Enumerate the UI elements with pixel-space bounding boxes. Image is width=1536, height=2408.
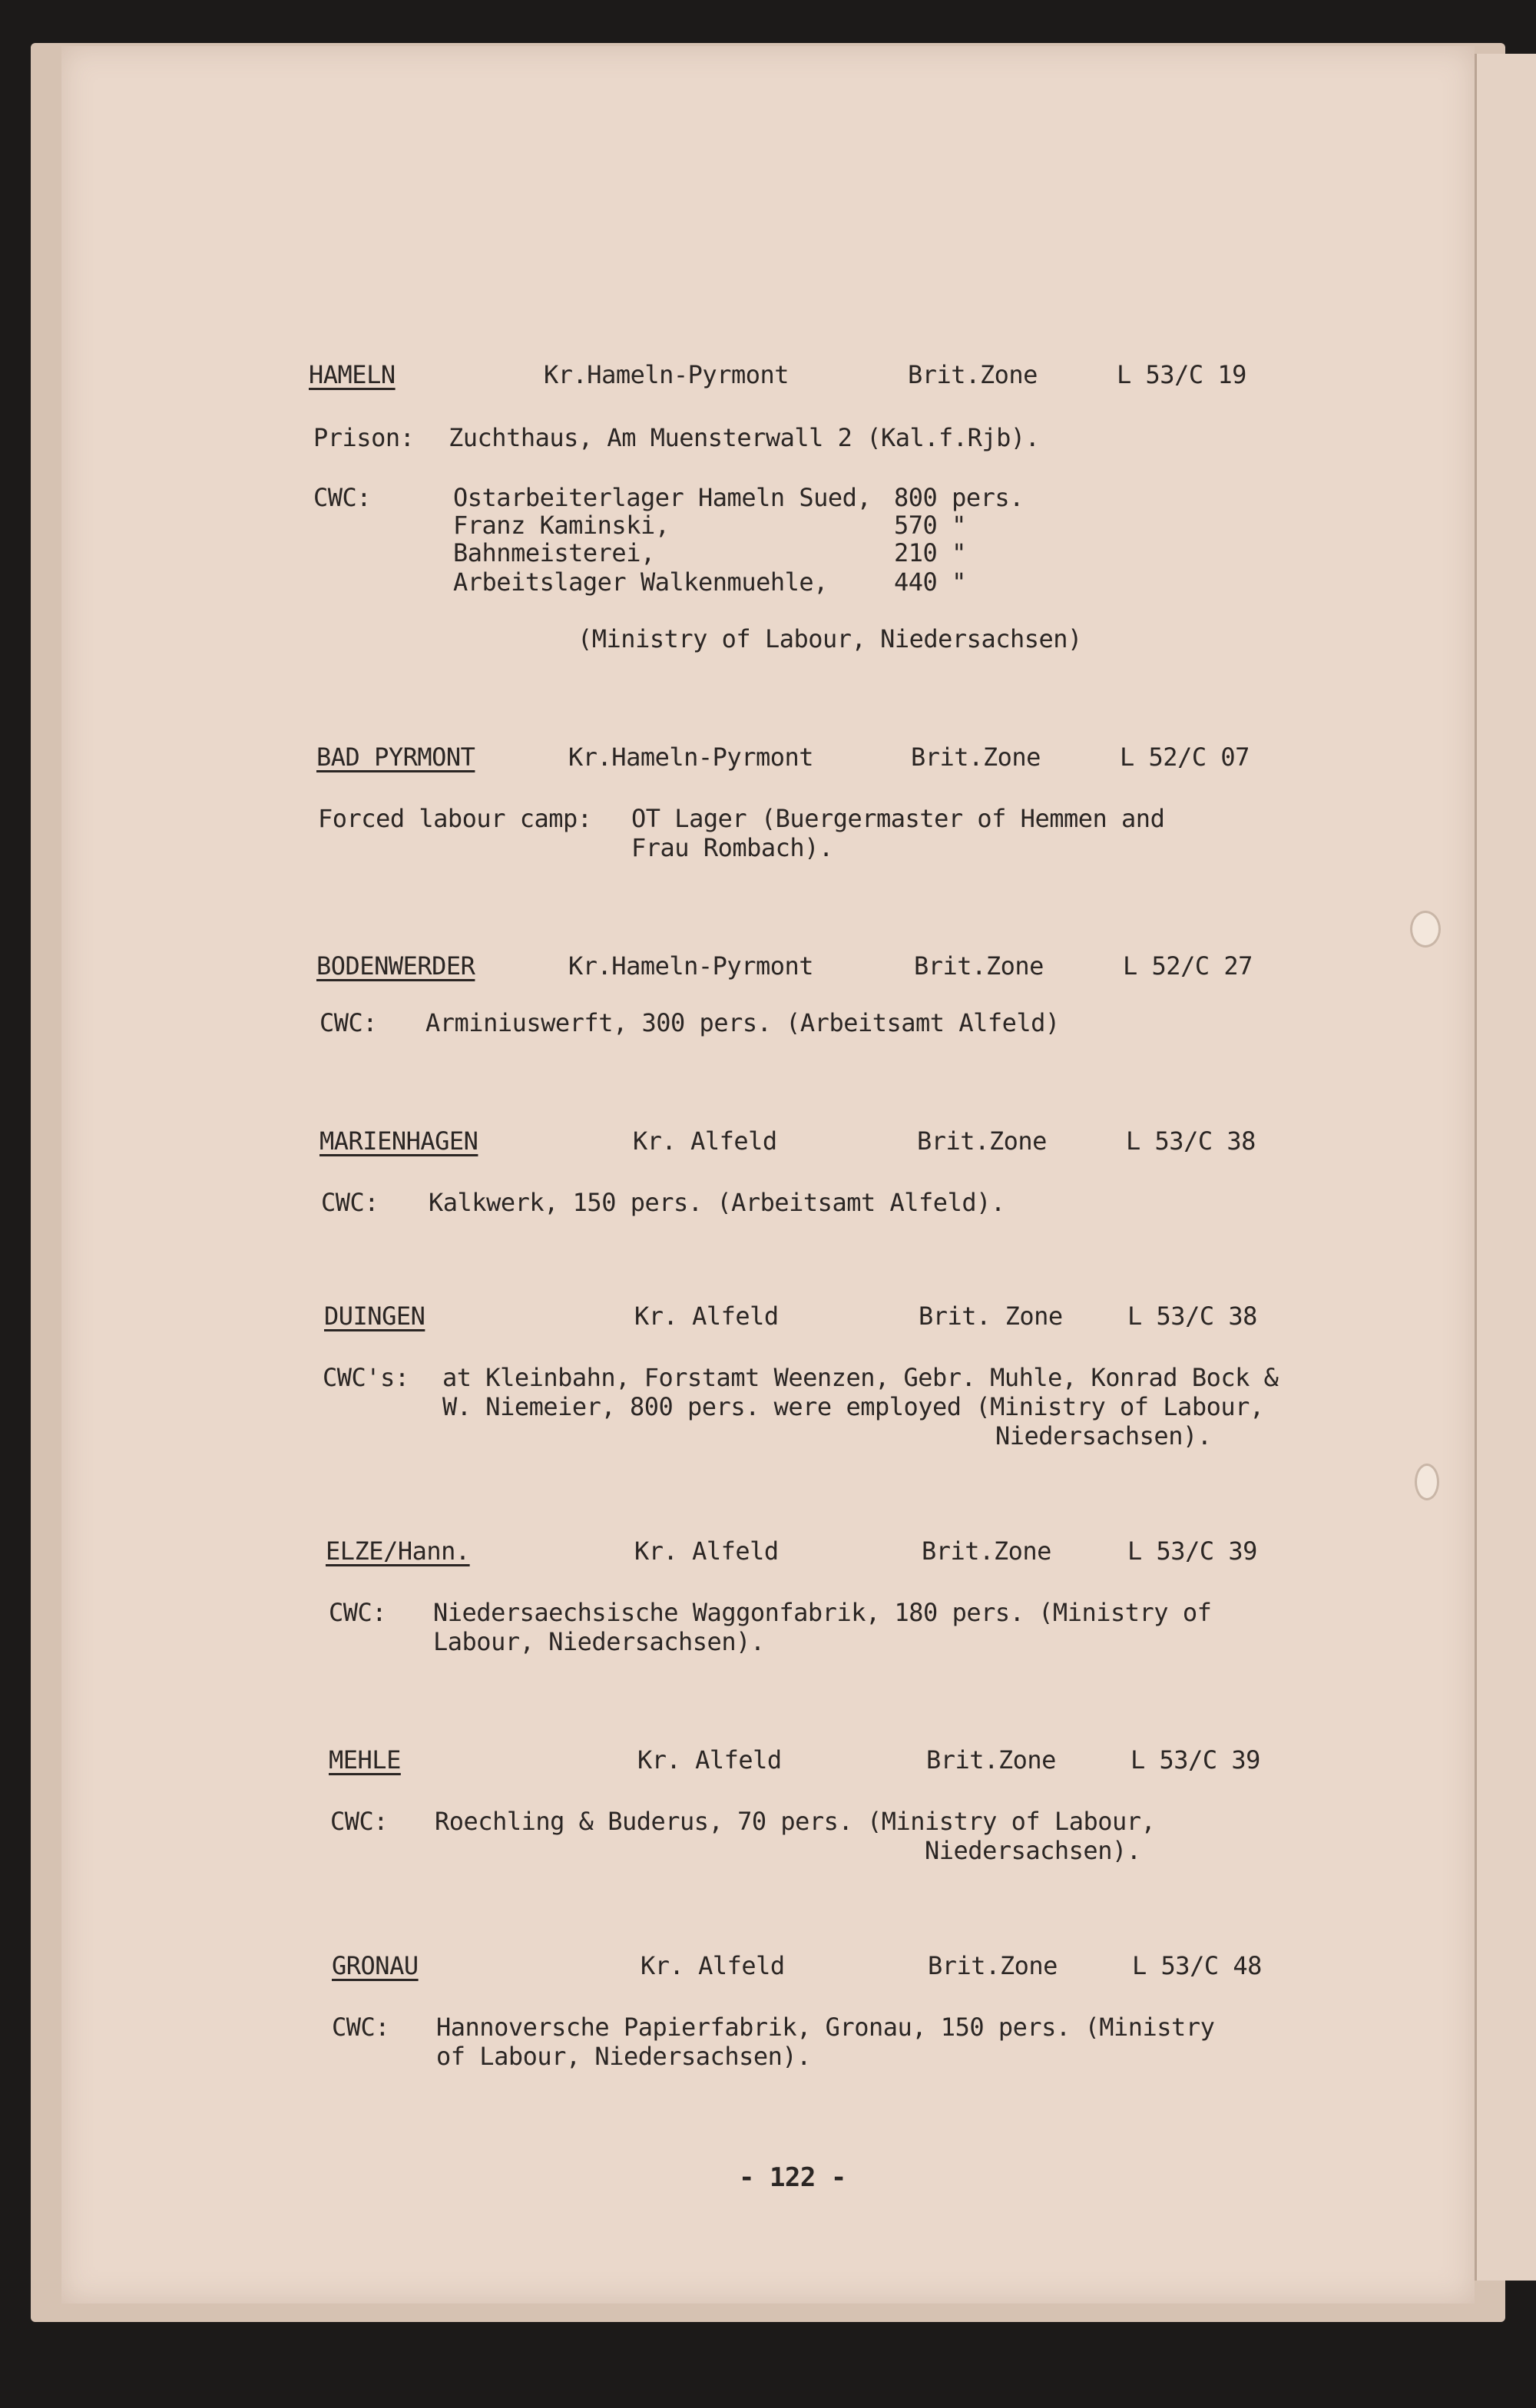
- entry-place-name: BODENWERDER: [316, 951, 475, 981]
- entry-map-reference: L 53/C 19: [1117, 360, 1246, 389]
- entry-district: Kr. Alfeld: [634, 1536, 779, 1566]
- entry-text: OT Lager (Buergermaster of Hemmen and: [631, 804, 1165, 833]
- entry-text: Zuchthaus, Am Muensterwall 2 (Kal.f.Rjb).: [449, 423, 1040, 452]
- entry-text: of Labour, Niedersachsen).: [436, 2042, 811, 2071]
- entry-place-name: GRONAU: [332, 1951, 419, 1980]
- entry-place-name: MARIENHAGEN: [319, 1126, 478, 1156]
- entry-text: (Ministry of Labour, Niedersachsen): [578, 624, 1082, 653]
- entry-label: CWC's:: [323, 1363, 409, 1392]
- entry-text: Hannoversche Papierfabrik, Gronau, 150 pers. (Ministry: [436, 2013, 1215, 2042]
- entry-district: Kr. Alfeld: [641, 1951, 785, 1980]
- entry-label: CWC:: [332, 2013, 390, 2042]
- entry-text: Labour, Niedersachsen).: [433, 1627, 765, 1656]
- entry-map-reference: L 52/C 07: [1120, 743, 1250, 772]
- entry-place-name: MEHLE: [329, 1745, 401, 1775]
- entry-count: 800 pers.: [894, 483, 1024, 512]
- entry-zone: Brit.Zone: [911, 743, 1041, 772]
- entry-text: W. Niemeier, 800 pers. were employed (Ministry of Labour,: [442, 1392, 1264, 1421]
- binding-hole: [1410, 911, 1441, 948]
- entry-text: Niedersachsen).: [925, 1836, 1141, 1865]
- entry-zone: Brit. Zone: [919, 1302, 1063, 1331]
- entry-text: Frau Rombach).: [631, 833, 833, 862]
- entry-map-reference: L 53/C 39: [1130, 1745, 1260, 1775]
- entry-label: CWC:: [313, 483, 372, 512]
- entry-place-name: HAMELN: [309, 360, 396, 389]
- entry-count: 570 ": [894, 511, 966, 540]
- entry-map-reference: L 53/C 38: [1126, 1126, 1256, 1156]
- entry-text: Arminiuswerft, 300 pers. (Arbeitsamt Alfeld): [425, 1008, 1060, 1037]
- entry-place-name: DUINGEN: [324, 1302, 425, 1331]
- entry-zone: Brit.Zone: [917, 1126, 1047, 1156]
- entry-district: Kr.Hameln-Pyrmont: [544, 360, 790, 389]
- page-number: - 122 -: [739, 2162, 846, 2193]
- entry-label: CWC:: [330, 1807, 389, 1836]
- entry-zone: Brit.Zone: [922, 1536, 1051, 1566]
- entry-text: Niedersachsen).: [995, 1421, 1212, 1450]
- entry-text: Ostarbeiterlager Hameln Sued,: [453, 483, 872, 512]
- entry-district: Kr. Alfeld: [633, 1126, 777, 1156]
- entry-label: Forced labour camp:: [318, 804, 592, 833]
- entry-map-reference: L 52/C 27: [1123, 951, 1253, 981]
- entry-label: CWC:: [321, 1188, 379, 1217]
- entry-zone: Brit.Zone: [908, 360, 1038, 389]
- entry-district: Kr. Alfeld: [634, 1302, 779, 1331]
- entry-label: Prison:: [313, 423, 415, 452]
- entry-text: at Kleinbahn, Forstamt Weenzen, Gebr. Muhle, Konrad Bock &: [442, 1363, 1279, 1392]
- entry-text: Arbeitslager Walkenmuehle,: [453, 567, 828, 597]
- entry-count: 440 ": [894, 567, 966, 597]
- entry-map-reference: L 53/C 48: [1132, 1951, 1262, 1980]
- facing-page-edge: [1475, 54, 1536, 2281]
- entry-district: Kr.Hameln-Pyrmont: [568, 951, 814, 981]
- entry-text: Kalkwerk, 150 pers. (Arbeitsamt Alfeld).: [429, 1188, 1005, 1217]
- entry-district: Kr.Hameln-Pyrmont: [568, 743, 814, 772]
- entry-label: CWC:: [319, 1008, 378, 1037]
- entry-text: Niedersaechsische Waggonfabrik, 180 pers. (Ministry of: [433, 1598, 1212, 1627]
- entry-text: Bahnmeisterei,: [453, 538, 655, 567]
- entry-zone: Brit.Zone: [914, 951, 1044, 981]
- entry-zone: Brit.Zone: [926, 1745, 1056, 1775]
- entry-district: Kr. Alfeld: [637, 1745, 782, 1775]
- entry-text: Roechling & Buderus, 70 pers. (Ministry of Labour,: [435, 1807, 1156, 1836]
- entry-label: CWC:: [329, 1598, 387, 1627]
- entry-place-name: BAD PYRMONT: [316, 743, 475, 772]
- entry-text: Franz Kaminski,: [453, 511, 670, 540]
- entry-zone: Brit.Zone: [928, 1951, 1058, 1980]
- binding-hole: [1415, 1464, 1439, 1500]
- entry-count: 210 ": [894, 538, 966, 567]
- entry-place-name: ELZE/Hann.: [326, 1536, 470, 1566]
- entry-map-reference: L 53/C 38: [1127, 1302, 1257, 1331]
- entry-map-reference: L 53/C 39: [1127, 1536, 1257, 1566]
